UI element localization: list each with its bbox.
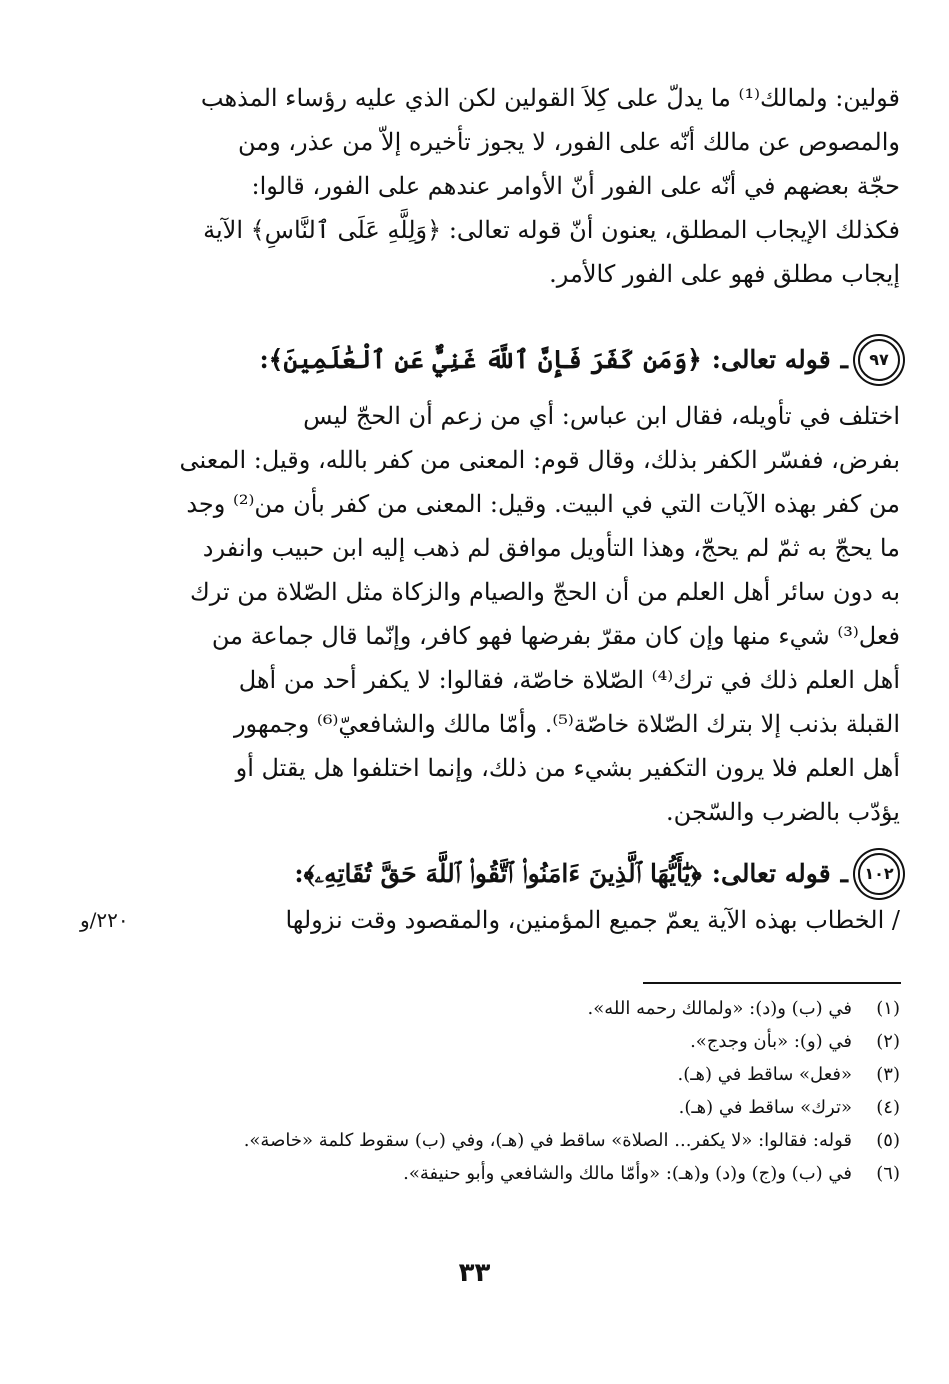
footnote-number: (٦) xyxy=(876,1163,900,1184)
footnote xyxy=(158,1157,900,1190)
text-line: ما يحجّ به ثمّ لم يحجّ، وهذا التأويل موافق لم ذهب إليه ابن حبيب وانفرد xyxy=(202,534,900,562)
text-line: إيجاب مطلق فهو على الفور كالأمر. xyxy=(549,260,900,288)
text-line: / الخطاب بهذه الآية يعمّ جميع المؤمنين، والمقصود وقت نزولها xyxy=(285,906,900,934)
text-line: قولين: ولمالك⁽¹⁾ ما يدلّ على كِلاَ القولين لكن الذي عليه رؤساء المذهب xyxy=(200,84,900,112)
heading-label: قوله تعالى: xyxy=(711,859,831,888)
verse-heading-97 xyxy=(158,336,900,384)
text-line: بفرض، ففسّر الكفر بذلك، وقال قوم: المعنى من كفر بالله، وقيل: المعنى xyxy=(179,446,900,474)
footnote-text: في (و): «بأن وجدج». xyxy=(690,1031,852,1052)
text-line: اختلف في تأويله، فقال ابن عباس: أي من زعم أن الحجّ ليس xyxy=(303,402,900,430)
manuscript-folio-marker: ٢٢٠/و xyxy=(80,908,129,932)
footnote-number: (٤) xyxy=(876,1097,900,1118)
text-line: يؤدّب بالضرب والسّجن. xyxy=(666,798,900,826)
footnote-number: (٣) xyxy=(876,1064,900,1085)
quran-verse: ﴿يَٰٓأَيُّهَا ٱلَّذِينَ ءَامَنُوا۟ ٱتَّقُوا۟ ٱللَّهَ حَقَّ تُقَاتِهِۦ﴾: xyxy=(294,859,702,888)
paragraph-1 xyxy=(158,76,900,296)
footnotes xyxy=(158,992,900,1190)
verse-number-badge: ١٠٢ xyxy=(858,853,900,895)
text-line: من كفر بهذه الآيات التي في البيت. وقيل: المعنى من كفر بأن من⁽²⁾ وجد xyxy=(186,490,900,518)
footnote-separator xyxy=(643,982,901,984)
verse-heading-102 xyxy=(158,850,900,898)
text-line: القبلة بذنب إلا بترك الصّلاة خاصّة⁽⁵⁾. وأمّا مالك والشافعيّ⁽⁶⁾ وجمهور xyxy=(233,710,900,738)
page-number: ٣٣ xyxy=(458,1258,491,1288)
text-line: أهل العلم ذلك في ترك⁽⁴⁾ الصّلاة خاصّة، فقالوا: لا يكفر أحد من أهل xyxy=(238,666,900,694)
paragraph-2 xyxy=(158,394,900,834)
quran-verse: ﴿وَمَن كَفَرَ فَإِنَّ ٱللَّهَ غَنِيٌّ عَنِ ٱلْعَٰلَمِينَ﴾: xyxy=(259,345,702,374)
footnote xyxy=(158,1091,900,1124)
text-line: به دون سائر أهل العلم من أن الحجّ والصيام والزكاة مثل الصّلاة من ترك xyxy=(189,578,900,606)
footnote-text: قوله: فقالوا: «لا يكفر... الصلاة» ساقط في (هـ)، وفي (ب) سقوط كلمة «خاصة». xyxy=(243,1130,852,1151)
text-line: أهل العلم فلا يرون التكفير بشيء من ذلك، وإنما اختلفوا هل يقتل أو xyxy=(235,754,900,782)
verse-number-badge: ٩٧ xyxy=(858,339,900,381)
footnote xyxy=(158,1025,900,1058)
text-line: فعل⁽³⁾ شيء منها وإن كان مقرّ بفرضها فهو كافر، وإنّما قال جماعة من xyxy=(211,622,900,650)
heading-dash: ـ xyxy=(840,859,848,888)
footnote-number: (٢) xyxy=(876,1031,900,1052)
text-line: حجّة بعضهم في أنّه على الفور أنّ الأوامر عندهم على الفور، قالوا: xyxy=(251,172,900,200)
text-line: فكذلك الإيجاب المطلق، يعنون أنّ قوله تعالى: ﴿وَلِلَّهِ عَلَى ٱلنَّاسِ﴾ الآية xyxy=(203,216,900,244)
footnote-text: في (ب) و(ج) و(د) و(هـ): «وأمّا مالك والشافعي وأبو حنيفة». xyxy=(403,1163,852,1184)
text-line: والمصوص عن مالك أنّه على الفور، لا يجوز تأخيره إلاّ من عذر، ومن xyxy=(237,128,900,156)
footnote xyxy=(158,992,900,1025)
footnote-number: (٥) xyxy=(876,1130,900,1151)
footnote-text: «فعل» ساقط في (هـ). xyxy=(677,1064,852,1085)
footnote xyxy=(158,1058,900,1091)
heading-label: قوله تعالى: xyxy=(711,345,831,374)
footnote-text: في (ب) و(د): «ولمالك رحمه الله». xyxy=(587,998,852,1019)
footnote-text: «ترك» ساقط في (هـ). xyxy=(678,1097,852,1118)
footnote xyxy=(158,1124,900,1157)
heading-dash: ـ xyxy=(840,345,848,374)
footnote-number: (١) xyxy=(876,998,900,1019)
